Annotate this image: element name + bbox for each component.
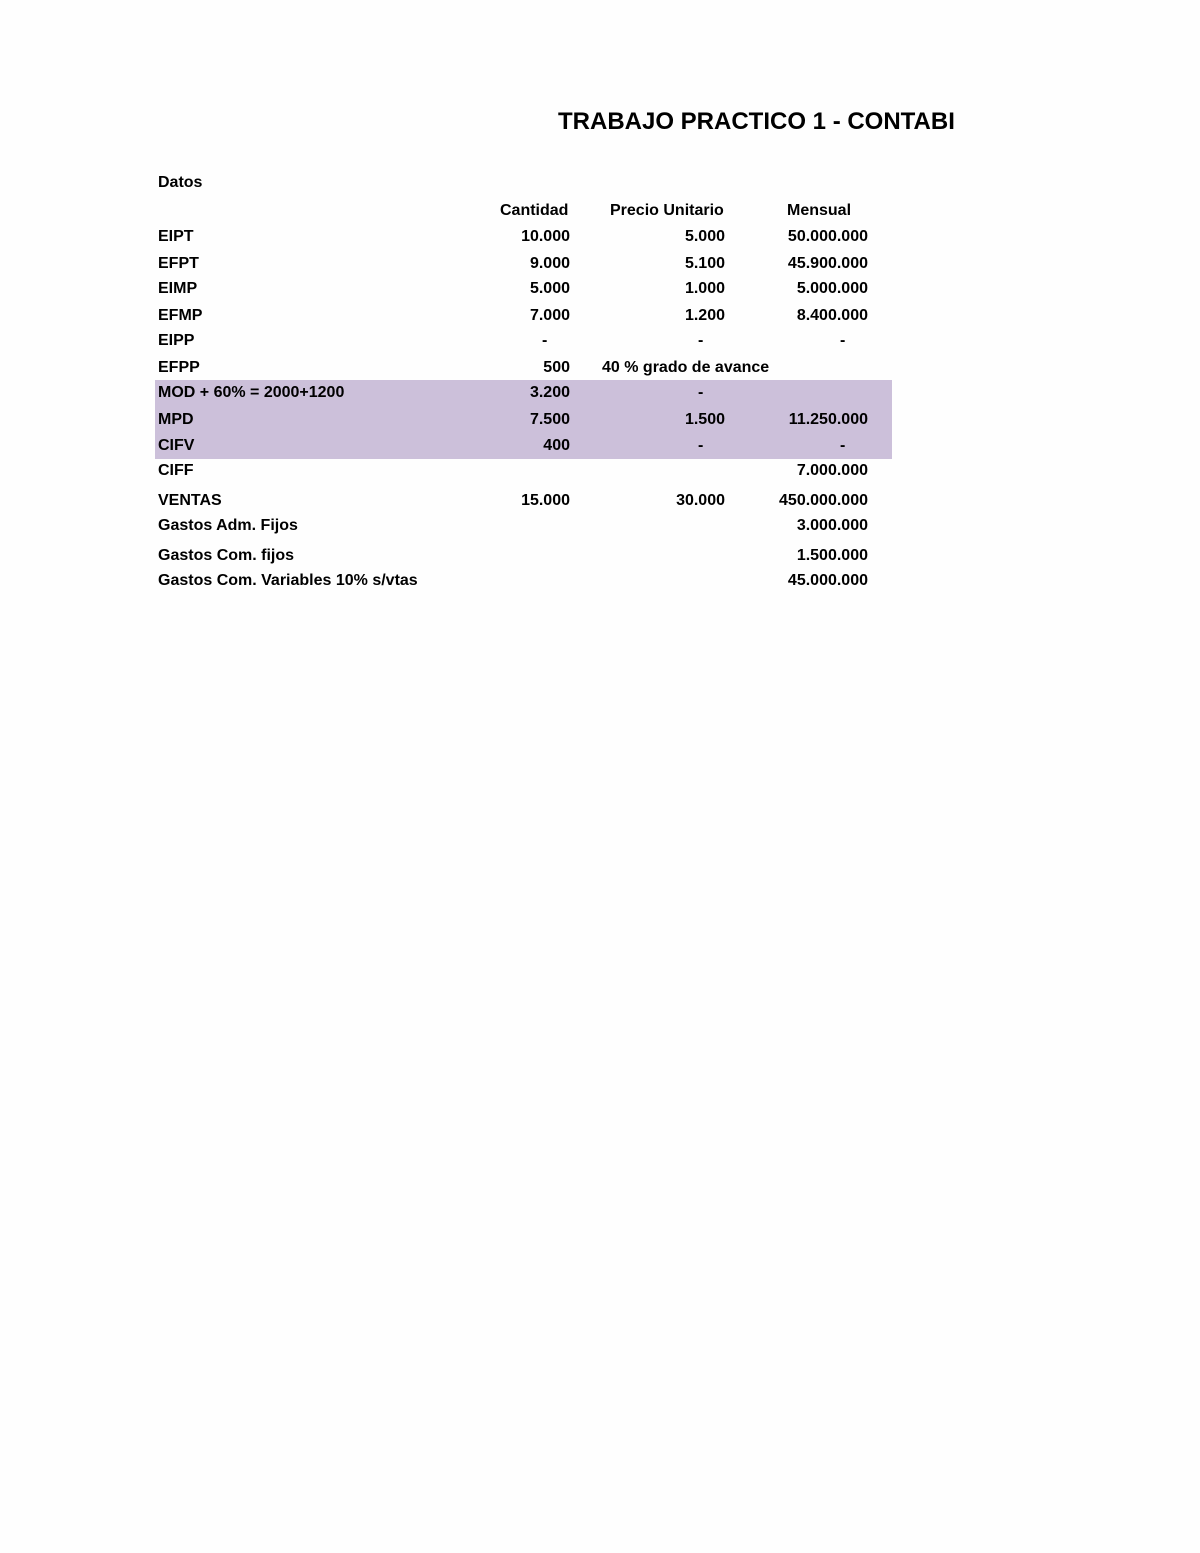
mensual-value: 3.000.000 xyxy=(796,517,868,534)
cantidad-value: 15.000 xyxy=(521,492,570,509)
mensual-value: 1.500.000 xyxy=(796,547,868,564)
mensual-value: 45.900.000 xyxy=(787,255,868,272)
header-mensual: Mensual xyxy=(787,202,852,219)
cantidad-value: - xyxy=(542,332,548,349)
row-label: CIFF xyxy=(158,462,194,479)
cantidad-value: 400 xyxy=(543,437,570,454)
mensual-value: 50.000.000 xyxy=(787,228,868,245)
mensual-value: 8.400.000 xyxy=(796,307,868,324)
precio-value: 30.000 xyxy=(676,492,725,509)
row-label: EIPP xyxy=(158,332,195,349)
row-label: EFPP xyxy=(158,359,200,376)
precio-value: - xyxy=(698,437,704,454)
cantidad-value: 3.200 xyxy=(529,384,570,401)
precio-value: 1.200 xyxy=(684,307,725,324)
sheet-title: TRABAJO PRACTICO 1 - CONTABI xyxy=(558,108,955,135)
row-label: Gastos Com. Variables 10% s/vtas xyxy=(158,572,418,589)
header-precio-unitario: Precio Unitario xyxy=(610,202,724,219)
precio-value: 5.100 xyxy=(684,255,725,272)
mensual-value: 5.000.000 xyxy=(796,280,868,297)
row-label: MPD xyxy=(158,411,194,428)
cantidad-value: 5.000 xyxy=(529,280,570,297)
row-label: EFPT xyxy=(158,255,199,272)
section-label-datos: Datos xyxy=(158,174,203,191)
cantidad-value: 10.000 xyxy=(521,228,570,245)
precio-value: 1.500 xyxy=(684,411,725,428)
row-label: VENTAS xyxy=(158,492,222,509)
cantidad-value: 9.000 xyxy=(529,255,570,272)
cantidad-value: 7.500 xyxy=(529,411,570,428)
row-label: EIPT xyxy=(158,228,194,245)
mensual-value: - xyxy=(840,437,846,454)
precio-value: - xyxy=(698,332,704,349)
cantidad-value: 500 xyxy=(543,359,570,376)
row-label: EIMP xyxy=(158,280,198,297)
row-label: MOD + 60% = 2000+1200 xyxy=(158,384,345,401)
precio-value: 5.000 xyxy=(684,228,725,245)
row-label: CIFV xyxy=(158,437,195,454)
header-cantidad: Cantidad xyxy=(500,202,569,219)
mensual-value: 11.250.000 xyxy=(788,411,868,428)
mensual-value: - xyxy=(840,332,846,349)
mensual-value: 450.000.000 xyxy=(779,492,868,509)
row-label: Gastos Com. fijos xyxy=(158,547,295,564)
mensual-value: 7.000.000 xyxy=(796,462,868,479)
cantidad-value: 7.000 xyxy=(529,307,570,324)
progress-note: 40 % grado de avance xyxy=(602,359,770,376)
row-label: Gastos Adm. Fijos xyxy=(158,517,298,534)
row-label: EFMP xyxy=(158,307,203,324)
precio-value: - xyxy=(698,384,704,401)
mensual-value: 45.000.000 xyxy=(787,572,868,589)
precio-value: 1.000 xyxy=(684,280,725,297)
